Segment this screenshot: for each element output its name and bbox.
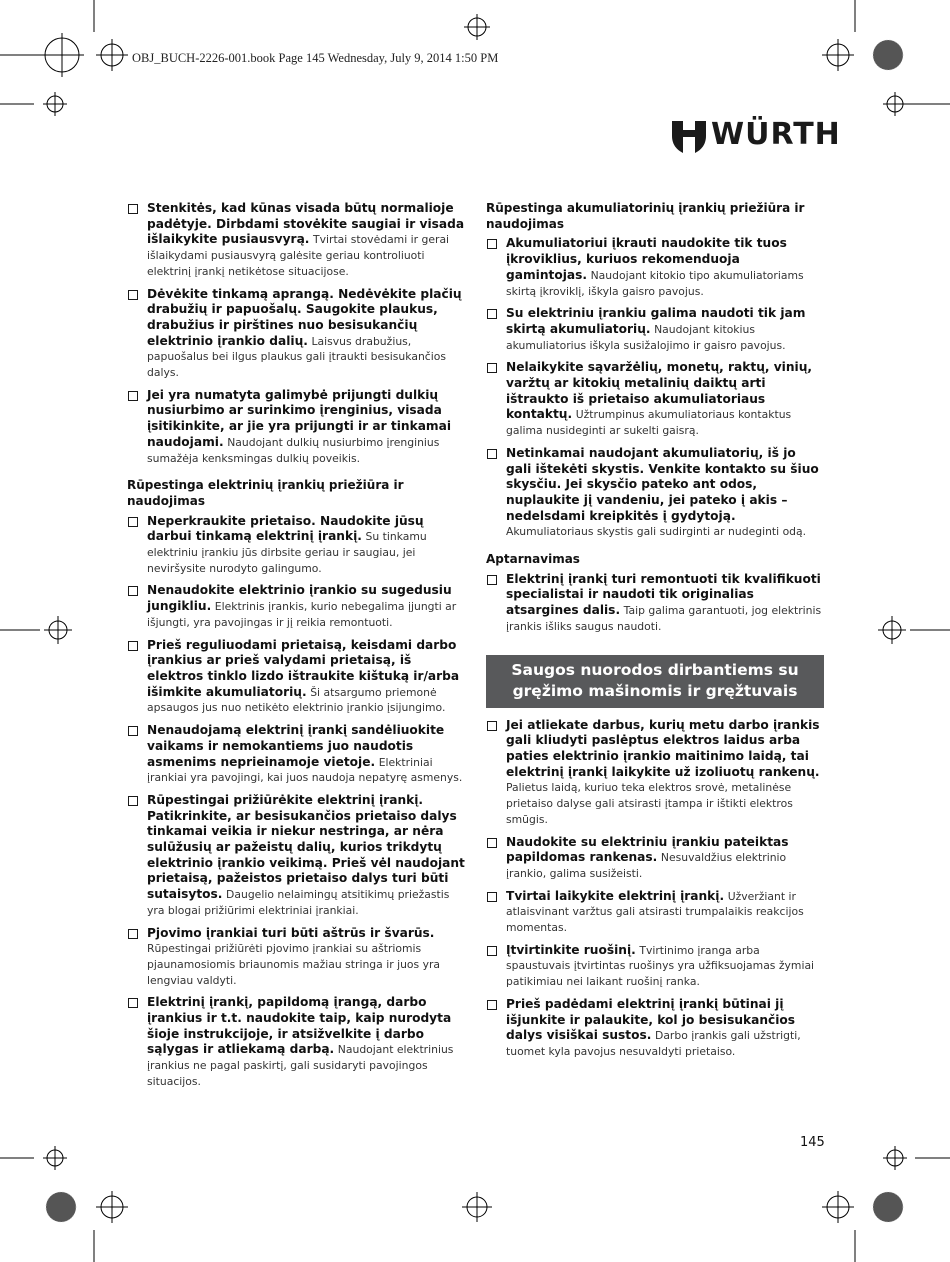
item-text: Tvirtinimo įranga arba spaustuvais įtvirtintas ruošinys yra užfiksuojamas žymiai patikimiau nei laikant ruošinį ranka.	[506, 943, 815, 989]
item-text: Naudojant kitokio tipo akumuliatoriams skirtą įkroviklį, iškyla gaisro pavojus.	[506, 268, 804, 298]
running-head: OBJ_BUCH-2226-001.book Page 145 Wednesday, July 9, 2014 1:50 PM	[132, 51, 499, 65]
list-item	[127, 723, 465, 786]
checkbox-bullet-icon	[487, 838, 497, 848]
wurth-logo-text: WÜRTH	[711, 117, 841, 152]
wurth-logo	[671, 117, 841, 156]
list-item	[127, 926, 465, 989]
checkbox-bullet-icon	[128, 998, 138, 1008]
item-bold-text: Prieš padėdami elektrinį įrankį būtinai jį išjunkite ir palaukite, kol jo besisukančios dalys visiškai sustos.	[506, 996, 796, 1043]
list-item	[486, 997, 824, 1060]
item-bold-text: Rūpestingai prižiūrėkite elektrinį įrankį. Patikrinkite, ar besisukančios prietaiso dalys tinkamai veikia ir niekur nestringa, ar nėra sulūžusių ar pažeistų dalių, kurios trikdytų elektrinio įrankio veikimą. Prieš vėl naudojant prietaisą, pažeistos prietaiso dalys turi būti sutaisytos.	[147, 792, 465, 902]
checkbox-bullet-icon	[128, 641, 138, 651]
item-bold-text: Su elektriniu įrankiu galima naudoti tik jam skirtą akumuliatorių.	[506, 306, 806, 336]
item-text: Taip galima garantuoti, jog elektrinis įrankis išliks saugus naudoti.	[506, 604, 822, 633]
list-item	[486, 889, 824, 936]
item-text: Rūpestingai prižiūrėti pjovimo įrankiai su aštriomis pjaunamosiomis briaunomis mažiau stringa ir juos yra lengviau valdyti.	[147, 942, 441, 987]
checkbox-bullet-icon	[487, 1000, 497, 1010]
list-item	[486, 835, 824, 882]
item-bold-text: Dėvėkite tinkamą aprangą. Nedėvėkite plačių drabužių ir papuošalų. Saugokite plaukus, drabužius ir pirštines nuo besisukančių elektrinio įrankio dalių.	[147, 286, 462, 348]
checkbox-bullet-icon	[128, 391, 138, 401]
page-number: 145	[800, 1135, 825, 1150]
item-text: Naudojant kitokius akumuliatorius iškyla susižalojimo ir gaisro pavojus.	[506, 322, 786, 352]
section-heading-battery-care: Rūpestinga akumuliatorinių įrankių priežiūra ir naudojimas	[486, 201, 805, 231]
item-text: Darbo įrankis gali užstrigti, tuomet kyla pavojus nesuvaldyti prietaiso.	[506, 1029, 801, 1058]
item-bold-text: Jei atliekate darbus, kurių metu darbo įrankis gali kliudyti paslėptus elektros laidus arba paties elektrinio įrankio maitinimo laidą, tai elektrinį įrankį laikykite už izoliuotų rankenų.	[506, 717, 820, 779]
item-bold-text: Elektrinį įrankį turi remontuoti tik kvalifikuoti specialistai ir naudoti tik originalias atsargines dalis.	[506, 571, 821, 618]
checkbox-bullet-icon	[128, 517, 138, 527]
item-text: Nesuvaldžius elektrinio įrankio, galima susižeisti.	[506, 851, 787, 880]
checkbox-bullet-icon	[487, 363, 497, 373]
item-bold-text: Akumuliatoriui įkrauti naudokite tik tuos įkroviklius, kuriuos rekomenduoja gamintojas.	[506, 236, 787, 282]
checkbox-bullet-icon	[128, 586, 138, 596]
checkbox-bullet-icon	[487, 892, 497, 902]
wurth-logo-mark-icon	[671, 120, 707, 156]
item-text: Užtrumpinus akumuliatoriaus kontaktus galima nusideginti ar sukelti gaisrą.	[506, 408, 792, 438]
left-column	[127, 201, 465, 1097]
item-text: Elektriniai įrankiai yra pavojingi, kai juos naudoja nepatyrę asmenys.	[147, 755, 463, 785]
item-text: Daugelio nelaimingų atsitikimų priežastis yra blogai prižiūrimi elektriniai įrankiai.	[147, 888, 450, 917]
item-text: Naudojant elektrinius įrankius ne pagal paskirtį, gali susidaryti pavojingos situacijos.	[147, 1043, 454, 1088]
list-item	[486, 236, 824, 299]
item-bold-text: Neperkraukite prietaiso. Naudokite jūsų darbui tinkamą elektrinį įrankį.	[147, 513, 424, 544]
item-bold-text: Nelaikykite sąvaržėlių, monetų, raktų, vinių, varžtų ar kitokių metalinių daiktų arti ištraukto iš prietaiso akumuliatoriaus kontaktų.	[506, 360, 813, 422]
item-bold-text: Pjovimo įrankiai turi būti aštrūs ir švarūs.	[147, 925, 435, 940]
item-text: Tvirtai stovėdami ir gerai išlaikydami pusiausvyrą galėsite geriau kontroliuoti elektrinį įrankį netikėtose situacijose.	[147, 233, 450, 278]
list-item	[127, 995, 465, 1089]
list-item	[486, 360, 824, 439]
list-item	[486, 306, 824, 353]
item-bold-text: Įtvirtinkite ruošinį.	[506, 942, 636, 957]
checkbox-bullet-icon	[487, 309, 497, 319]
right-column	[486, 201, 824, 1067]
item-bold-text: Elektrinį įrankį, papildomą įrangą, darbo įrankius ir t.t. naudokite taip, kaip nurodyta šioje instrukcijoje, ir atsižvelkite į darbo sąlygas ir atliekamą darbą.	[147, 995, 452, 1057]
list-item	[127, 201, 465, 280]
list-item	[127, 388, 465, 467]
checkbox-bullet-icon	[487, 449, 497, 459]
item-text: Su tinkamu elektriniu įrankiu jūs dirbsite geriau ir saugiau, jei neviršysite nurodyto galingumo.	[147, 530, 427, 575]
checkbox-bullet-icon	[128, 726, 138, 736]
item-bold-text: Netinkamai naudojant akumuliatorių, iš jo gali ištekėti skystis. Venkite kontakto su šiuo skysčiu. Jei skysčio pateko ant odos, nuplaukite jį vandeniu, jei pateko į akis – nedelsdami kreipkitės į gydytoją.	[506, 445, 819, 523]
item-bold-text: Tvirtai laikykite elektrinį įrankį.	[506, 888, 725, 903]
drill-safety-list	[486, 718, 824, 1060]
item-bold-text: Nenaudokite elektrinio įrankio su sugedusiu jungikliu.	[147, 583, 452, 614]
list-item	[127, 638, 465, 717]
tool-care-list	[127, 514, 465, 1090]
item-text: Laisvus drabužius, papuošalus bei ilgus plaukus gali įtraukti besisukančios dalys.	[147, 334, 446, 380]
checkbox-bullet-icon	[487, 575, 497, 585]
service-list	[486, 572, 824, 635]
checkbox-bullet-icon	[487, 946, 497, 956]
item-text: Naudojant dulkių nusiurbimo įrenginius sumažėja kenksmingas dulkių poveikis.	[147, 435, 440, 465]
section-heading-tool-care: Rūpestinga elektrinių įrankių priežiūra ir naudojimas	[127, 478, 404, 508]
list-item	[127, 793, 465, 919]
item-text: Elektrinis įrankis, kurio nebegalima įjungti ar išjungti, yra pavojingas ir jį reikia remontuoti.	[147, 600, 457, 629]
checkbox-bullet-icon	[487, 721, 497, 731]
item-text: Užveržiant ir atlaisvinant varžtus gali atsirasti trumpalaikis reakcijos momentas.	[506, 889, 804, 935]
item-bold-text: Nenaudojamą elektrinį įrankį sandėliuokite vaikams ir nemokantiems juo naudotis asmenims neprieinamoje vietoje.	[147, 723, 445, 769]
list-item	[127, 287, 465, 381]
checkbox-bullet-icon	[128, 796, 138, 806]
list-item	[486, 446, 824, 540]
drill-safety-banner: Saugos nuorodos dirbantiems su gręžimo mašinomis ir gręžtuvais	[486, 655, 824, 708]
item-text: Akumuliatoriaus skystis gali sudirginti ar nudeginti odą.	[506, 525, 807, 539]
checkbox-bullet-icon	[128, 204, 138, 214]
item-bold-text: Jei yra numatyta galimybė prijungti dulkių nusiurbimo ar surinkimo įrenginius, visada įsitikinkite, ar jie yra prijungti ir ar tinkamai naudojami.	[147, 387, 452, 449]
checkbox-bullet-icon	[487, 239, 497, 249]
item-text: Ši atsargumo priemonė apsaugos jus nuo netikėto elektrinio įrankio įsijungimo.	[147, 685, 446, 715]
list-item	[127, 583, 465, 630]
list-item	[486, 943, 824, 990]
item-text: Palietus laidą, kuriuo teka elektros srovė, metalinėse prietaiso dalyse gali atsirasti įtampa ir ištikti elektros smūgis.	[506, 781, 793, 826]
item-bold-text: Prieš reguliuodami prietaisą, keisdami darbo įrankius ar prieš valydami prietaisą, iš elektros tinklo lizdo ištraukite kištuką ir/arba išimkite akumuliatorių.	[147, 637, 460, 699]
item-bold-text: Stenkitės, kad kūnas visada būtų normalioje padėtyje. Dirbdami stovėkite saugiai ir visada išlaikykite pusiausvyrą.	[147, 201, 465, 247]
checkbox-bullet-icon	[128, 290, 138, 300]
left-intro-list	[127, 201, 465, 466]
list-item	[486, 718, 824, 828]
section-heading-service: Aptarnavimas	[486, 552, 580, 567]
checkbox-bullet-icon	[128, 929, 138, 939]
list-item	[127, 514, 465, 577]
item-bold-text: Naudokite su elektriniu įrankiu pateiktas papildomas rankenas.	[506, 834, 789, 865]
battery-care-list	[486, 236, 824, 540]
list-item	[486, 572, 824, 635]
